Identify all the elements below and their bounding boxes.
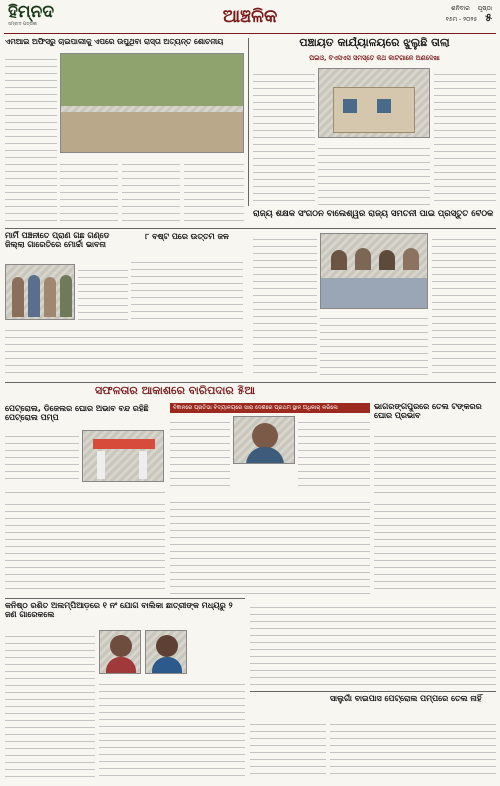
- story-2-body: [253, 68, 315, 206]
- masthead: [0, 0, 500, 34]
- story-2-body-3: [434, 68, 496, 206]
- masthead-rule: [4, 33, 496, 34]
- story-1-body-2: [60, 158, 118, 224]
- story-6-body: [170, 416, 230, 492]
- story-1-body-3: [122, 158, 180, 224]
- story-6-photo: [233, 416, 295, 464]
- column-divider: [248, 38, 249, 206]
- page-number: ୫: [485, 11, 492, 24]
- logo-text: ହିମ୍ନଦ: [8, 2, 55, 22]
- story-6-body-4: [250, 601, 496, 687]
- story-1-photo: [60, 53, 244, 153]
- story-5-body: [253, 233, 317, 378]
- divider-4: [250, 691, 496, 692]
- story-6-headline: ସଫଳତାର ଆକାଶରେ ବାରିପଦାର ୫ିଆ: [95, 385, 256, 397]
- story-3-photo: [5, 264, 75, 320]
- day-label: ଶନିବାର: [451, 5, 470, 12]
- divider-3: [5, 598, 245, 599]
- story-5-body-3: [432, 233, 496, 378]
- story-9-photo-1: [99, 630, 141, 674]
- story-6-subhead: ବିଜ୍ଞାନରେ ପ୍ରତିଭା ବିଦ୍ୟାଳୟରେ ସାରା ଦେଶରେ ପ୍ରଥମ ସ୍ଥାନ ଅଧିକାର୍ କରିଲେ: [173, 405, 338, 411]
- story-2-body-2: [318, 142, 430, 206]
- story-3-body-2: [5, 324, 243, 378]
- story-5-photo: [320, 233, 428, 309]
- story-6-banner: [170, 403, 370, 413]
- divider-2: [5, 382, 496, 383]
- story-6-body-3: [170, 496, 370, 594]
- story-8-photo: [82, 430, 164, 482]
- story-8-body-3: [5, 498, 165, 594]
- story-4-body: [131, 256, 243, 322]
- date-label: ୧୫ମ - ୨୦୨୫: [445, 16, 478, 23]
- story-3-headline: ମାର୍ମି ପଞ୍ଚନୀତେ ପ୍ରାଣ ଗଛ ଗଣ୍ଡେ ଜିଲ୍ଲା ଗାରେତିରେ ମୋର୍ଚ୍ଚା ଭାବନା: [5, 231, 110, 250]
- story-2-photo: [318, 68, 430, 138]
- page-label: ପୃଷ୍ଠା: [477, 5, 492, 12]
- story-7-headline: ଭାଗରଙ୍ଗପୁରରେ ତେଲ ଟଙ୍କରର ଘୋର ପ୍ରଭାବ: [374, 402, 482, 421]
- logo-tagline: ସମ୍ବାଦ ପତ୍ରିକା: [8, 22, 38, 27]
- story-8-body: [5, 430, 79, 482]
- story-8-body-2: [5, 486, 165, 494]
- story-10-body: [250, 718, 326, 780]
- story-9-body-2: [99, 678, 245, 780]
- story-2-headline: ପଞ୍ଚାୟତ କାର୍ଯ୍ୟାଳୟରେ ଝୁଲୁଛି ତାଲା: [299, 37, 450, 49]
- story-1-headline: ଏମଆଇ ଅଫିସରୁ ଚାଇପାଲୀକୁ ଏପରେ ଉପୁଥିବା ରାସ୍ତା ଅତ୍ୟନ୍ତ ଶୋଚନୀୟ: [5, 38, 224, 46]
- story-7-body: [374, 430, 496, 494]
- story-4-headline: ୮ ବଷ୍ଟ ପରେ ଉତ୍ତମ ଜଳ: [145, 232, 229, 241]
- story-6-body-2: [298, 416, 370, 492]
- date-box: [410, 4, 492, 30]
- story-9-headline: କନିଷ୍ଠ ରଶିତ ଅଲମ୍ପିଆଡ଼ରେ ୧ ନଂ ଯୋଗ ବାଲିକା ଛାତ୍ରୀଙ୍କ ମଧ୍ୟରୁ ୨ ଜଣ ଗାରେକଲେ: [5, 601, 233, 620]
- story-9-body: [5, 630, 95, 780]
- story-3-body: [78, 264, 128, 320]
- story-10-headline: ସାଲୁଗାଁ ବାଇପାସ ପେଟ୍ରୋଲ ପମ୍ପରେ ତେଲ ନାହିଁ: [330, 694, 482, 703]
- story-9-photo-2: [145, 630, 187, 674]
- section-title: ଆଞ୍ଚଳିକ: [222, 6, 278, 27]
- story-5-headline: ରାଜ୍ୟ ଶିକ୍ଷକ ସଂଗଠନ ବାଲେଶ୍ୱର ରାଜ୍ୟ ସମିତିନୀ ପାଇଁ ପ୍ରସ୍ତୁତି ବୈଠକ: [253, 210, 494, 219]
- story-1-body: [5, 53, 57, 223]
- story-10-body-2: [330, 718, 496, 780]
- story-7-body-2: [374, 498, 496, 594]
- story-2-subhead: ପିଇଓ, ବିଏସଏସ ସମସ୍ତେ କିଥ କାଟିଗାନେ ଅଣଦେଖା: [309, 55, 440, 62]
- story-8-headline: ପେଟ୍ରୋଲ, ଡିଜେଲର ଘୋର ଅଭାବ ବନ୍ଦ ରହିଛି ପେଟ୍ରୋଲ ପମ୍ପ: [5, 404, 149, 423]
- story-1-body-4: [184, 158, 244, 224]
- story-5-body-2: [320, 312, 428, 378]
- newspaper-logo: [8, 3, 68, 29]
